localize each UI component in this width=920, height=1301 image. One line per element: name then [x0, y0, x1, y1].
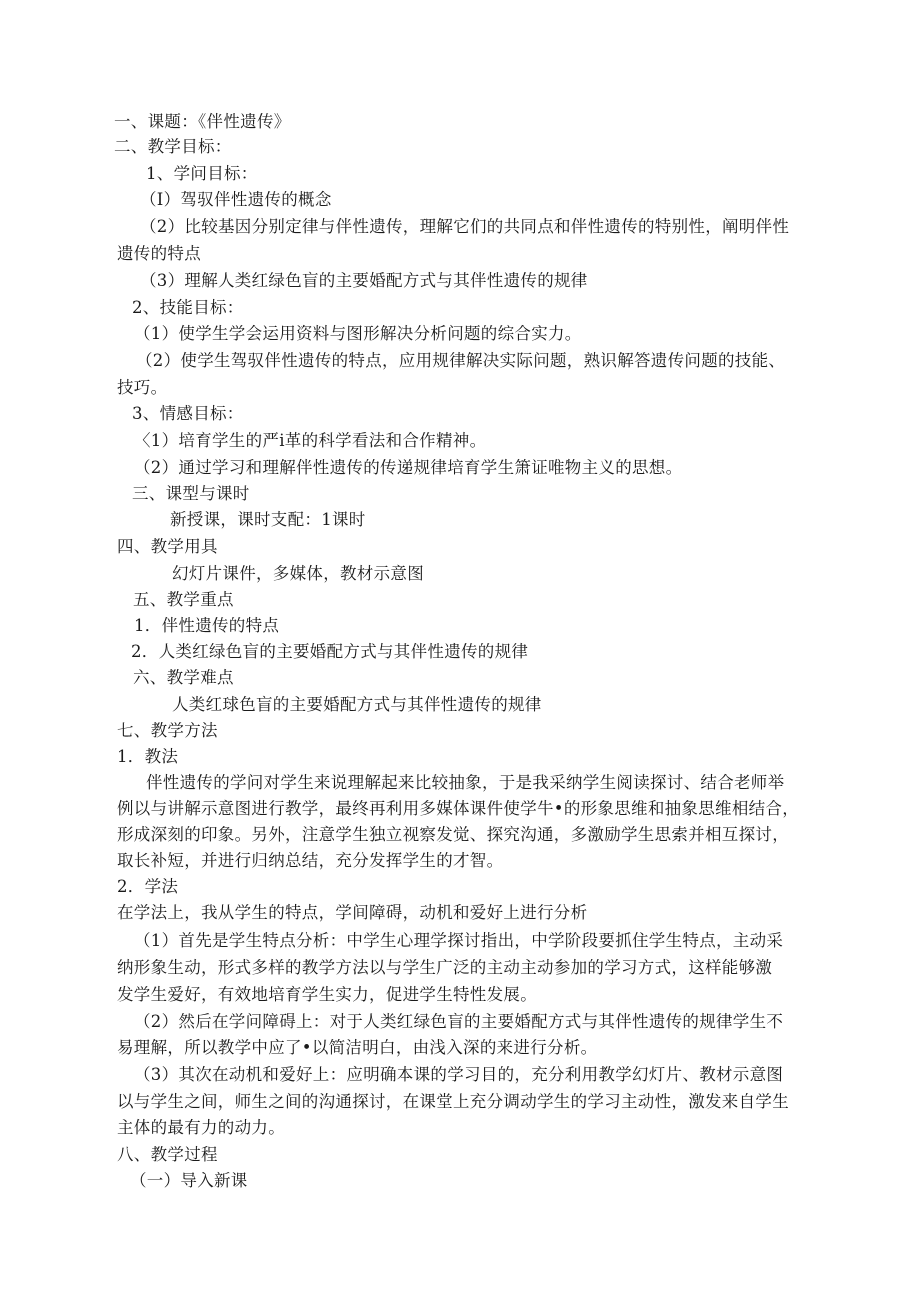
- text-line: 技巧。: [117, 378, 168, 397]
- section-heading-key-points: 五、教学重点: [133, 590, 234, 609]
- text-line: （3）其次在动机和爱好上：应明确本课的学习目的，充分利用教学幻灯片、教材示意图: [134, 1065, 784, 1084]
- section-heading-lesson-type: 三、课型与课时: [132, 484, 250, 503]
- text-line: 幻灯片课件，多媒体，教材示意图: [172, 564, 424, 583]
- text-line: 〈1）培育学生的严i革的科学看法和合作精神。: [134, 431, 487, 450]
- subheading-emotional-objectives: 3、情感目标：: [132, 404, 244, 423]
- section-heading-objectives: 二、教学目标：: [114, 137, 232, 156]
- text-line: （2）比较基因分别定律与伴性遗传，理解它们的共同点和伴性遗传的特别性，阐明伴性: [140, 217, 790, 236]
- text-line: 伴性遗传的学问对学生来说理解起来比较抽象，于是我采纳学生阅读探讨、结合老师举: [146, 773, 785, 792]
- text-line: （2）使学生驾驭伴性遗传的特点，应用规律解决实际问题，熟识解答遗传问题的技能、: [136, 351, 786, 370]
- text-line: 以与学生之间，师生之间的沟通探讨，在课堂上充分调动学生的学习主动性，激发来自学生: [117, 1092, 789, 1111]
- text-line: 取长补短，并进行归纳总结，充分发挥学生的才智。: [117, 851, 504, 870]
- text-line: 在学法上，我从学生的特点，学间障碍，动机和爱好上进行分析: [117, 903, 588, 922]
- text-line: 易理解，所以教学中应了•以简洁明白，由浅入深的来进行分析。: [117, 1038, 598, 1057]
- text-line: 1．伴性遗传的特点: [134, 616, 280, 635]
- text-line: （1）首先是学生特点分析：中学生心理学探讨指出，中学阶段要抓住学生特点，主动采: [134, 931, 784, 950]
- text-line: 例以与讲解示意图进行教学，最终再利用多媒体课件使学牛•的形象思维和抽象思维相结合，: [117, 799, 800, 818]
- section-heading-topic: 一、课题：《伴性遗传》: [114, 112, 291, 131]
- text-line: 主体的最有力的动力。: [117, 1118, 285, 1137]
- text-line: 遗传的特点: [117, 244, 201, 263]
- text-line: 发学生爱好，有效地培育学生实力，促进学生特性发展。: [117, 985, 537, 1004]
- subheading-skill-objectives: 2、技能目标：: [132, 298, 244, 317]
- section-heading-teaching-methods: 七、教学方法: [117, 721, 218, 740]
- text-line: 新授课，课时支配：1课时: [170, 510, 366, 529]
- text-line: （2）通过学习和理解伴性遗传的传递规律培育学生箫证唯物主义的思想。: [134, 458, 683, 477]
- text-line: 人类红球色盲的主要婚配方式与其伴性遗传的规律: [172, 695, 542, 714]
- text-line: （I）驾驭伴性遗传的概念: [140, 190, 332, 209]
- section-heading-teaching-tools: 四、教学用具: [117, 537, 218, 556]
- text-line: 2．人类红绿色盲的主要婚配方式与其伴性遗传的规律: [131, 642, 529, 661]
- section-heading-difficulties: 六、教学难点: [133, 668, 234, 687]
- subheading-learning-approach: 2．学法: [117, 877, 179, 896]
- text-line: 纳形象生动，形式多样的教学方法以与学生广泛的主动主动参加的学习方式，这样能够激: [117, 958, 773, 977]
- section-heading-teaching-process: 八、教学过程: [117, 1145, 218, 1164]
- text-line: （1）使学生学会运用资料与图形解决分析问题的综合实力。: [134, 324, 582, 343]
- text-line: 形成深刻的印象。另外，注意学生独立视察发觉、探究沟通，多激励学生思索并相互探讨，: [117, 825, 789, 844]
- text-line: （3）理解人类红绿色盲的主要婚配方式与其伴性遗传的规律: [140, 271, 588, 290]
- text-line: （2）然后在学问障碍上：对于人类红绿色盲的主要婚配方式与其伴性遗传的规律学生不: [134, 1012, 784, 1031]
- subheading-knowledge-objectives: 1、学问目标：: [146, 164, 258, 183]
- subheading-introduction: （一）导入新课: [130, 1171, 248, 1190]
- subheading-teaching-approach: 1．教法: [117, 747, 179, 766]
